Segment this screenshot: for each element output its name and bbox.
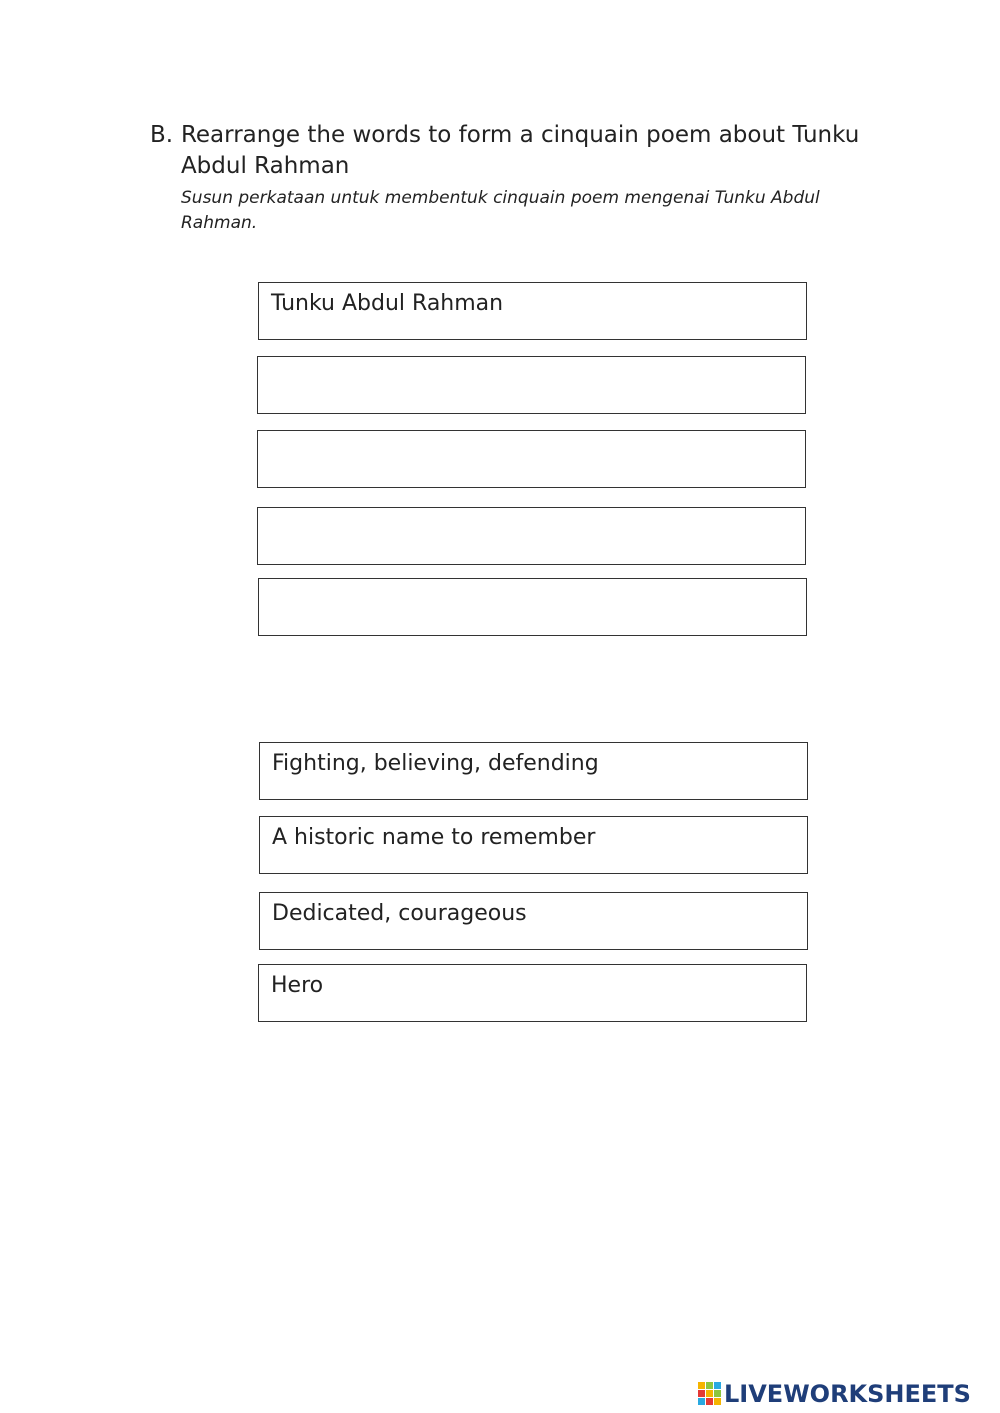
question-block: [150, 120, 870, 236]
word-tile-3[interactable]: Dedicated, courageous: [259, 892, 808, 950]
question-title: Rearrange the words to form a cinquain poem about Tunku Abdul Rahman: [180, 122, 860, 179]
answer-slot-5[interactable]: [258, 578, 807, 636]
liveworksheets-logo-icon: [698, 1382, 722, 1406]
answer-slot-4[interactable]: [257, 507, 806, 565]
word-tile-1[interactable]: Fighting, believing, defending: [259, 742, 808, 800]
question-letter: B.: [150, 122, 174, 148]
word-tile-4[interactable]: Hero: [258, 964, 807, 1022]
answer-slot-1[interactable]: Tunku Abdul Rahman: [258, 282, 807, 340]
answer-slot-2[interactable]: [257, 356, 806, 414]
brand-name: LIVEWORKSHEETS: [724, 1380, 971, 1408]
liveworksheets-brand: [698, 1377, 971, 1411]
word-tile-2[interactable]: A historic name to remember: [259, 816, 808, 874]
question-subtitle: Susun perkataan untuk membentuk cinquain poem mengenai Tunku Abdul Rahman.: [181, 188, 820, 233]
answer-slot-3[interactable]: [257, 430, 806, 488]
